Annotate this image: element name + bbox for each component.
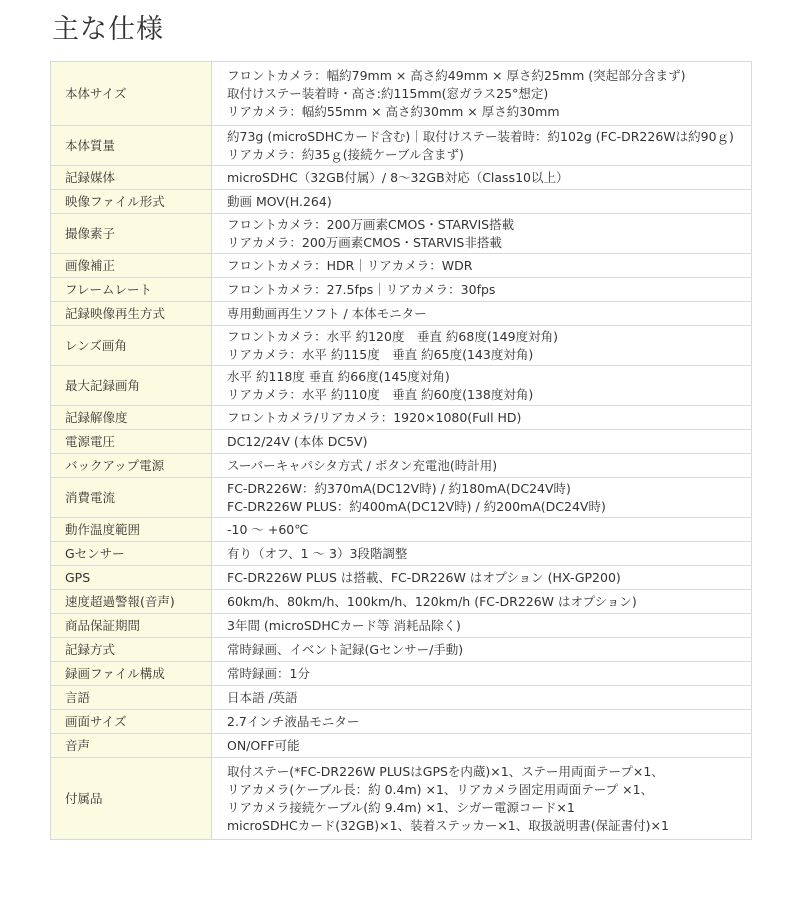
spec-value-line: 動画 MOV(H.264) — [227, 193, 332, 209]
spec-row — [51, 214, 752, 254]
spec-value-line: microSDHC（32GB付属）/ 8～32GB対応（Class10以上） — [227, 169, 569, 185]
spec-value — [212, 302, 752, 326]
spec-row — [51, 590, 752, 614]
spec-row — [51, 430, 752, 454]
spec-value-line: microSDHCカード(32GB)×1、装着ステッカー×1、取扱説明書(保証書付)×1 — [227, 817, 669, 833]
spec-value-line: 3年間 (microSDHCカード等 消耗品除く) — [227, 617, 461, 633]
spec-label: 動作温度範囲 — [51, 518, 212, 542]
spec-value-line: 60km/h、80km/h、100km/h、120km/h (FC-DR226W はオプション) — [227, 593, 637, 609]
spec-table — [50, 61, 752, 840]
spec-value-line: ON/OFF可能 — [227, 737, 300, 753]
spec-row — [51, 190, 752, 214]
spec-value — [212, 166, 752, 190]
spec-label: 記録方式 — [51, 638, 212, 662]
spec-row — [51, 710, 752, 734]
spec-value — [212, 326, 752, 366]
spec-label: レンズ画角 — [51, 326, 212, 366]
spec-label: 録画ファイル構成 — [51, 662, 212, 686]
spec-label: 音声 — [51, 734, 212, 758]
spec-value-line: リアカメラ：水平 約110度 垂直 約60度(138度対角) — [227, 386, 534, 402]
spec-label: 記録解像度 — [51, 406, 212, 430]
spec-row — [51, 454, 752, 478]
spec-value — [212, 406, 752, 430]
spec-value — [212, 278, 752, 302]
spec-value — [212, 638, 752, 662]
spec-value-line: 日本語 /英語 — [227, 689, 298, 705]
spec-value-line: フロントカメラ：200万画素CMOS・STARVIS搭載 — [227, 216, 515, 232]
spec-value-line: リアカメラ(ケーブル長：約 0.4m) ×1、リアカメラ固定用両面テープ ×1、 — [227, 781, 654, 797]
spec-label: 画面サイズ — [51, 710, 212, 734]
spec-value-line: -10 ～ +60℃ — [227, 521, 309, 537]
spec-label: 記録媒体 — [51, 166, 212, 190]
spec-value-line: 有り（オフ、1 ～ 3）3段階調整 — [227, 545, 408, 561]
spec-row — [51, 686, 752, 710]
spec-row — [51, 542, 752, 566]
spec-label: 電源電圧 — [51, 430, 212, 454]
spec-value — [212, 430, 752, 454]
spec-value-line: 取付ステー(*FC-DR226W PLUSはGPSを内蔵)×1、ステー用両面テープ×1、 — [227, 763, 664, 779]
spec-label: 本体質量 — [51, 126, 212, 166]
spec-label: 言語 — [51, 686, 212, 710]
spec-value-line: 約73g (microSDHCカード含む)｜取付けステー装着時：約102g (FC-DR226Wは約90ｇ) — [227, 128, 734, 144]
spec-table-body — [51, 62, 752, 840]
spec-label: 画像補正 — [51, 254, 212, 278]
spec-value-line: フロントカメラ/リアカメラ：1920×1080(Full HD) — [227, 409, 522, 425]
spec-label: バックアップ電源 — [51, 454, 212, 478]
spec-row — [51, 254, 752, 278]
spec-row — [51, 326, 752, 366]
spec-row — [51, 758, 752, 840]
spec-label: 本体サイズ — [51, 62, 212, 126]
spec-row — [51, 278, 752, 302]
spec-value-line: フロントカメラ：HDR｜リアカメラ：WDR — [227, 257, 473, 273]
spec-row — [51, 734, 752, 758]
spec-row — [51, 302, 752, 326]
spec-value — [212, 758, 752, 840]
spec-value-line: FC-DR226W：約370mA(DC12V時) / 約180mA(DC24V時) — [227, 480, 571, 496]
spec-row — [51, 62, 752, 126]
spec-value-line: 2.7インチ液晶モニター — [227, 713, 360, 729]
page-title: 主な仕様 — [52, 14, 164, 45]
spec-label: 映像ファイル形式 — [51, 190, 212, 214]
spec-value — [212, 566, 752, 590]
spec-value-line: フロントカメラ：幅約79mm × 高さ約49mm × 厚さ約25mm (突起部分含まず) — [227, 67, 686, 83]
spec-value-line: 専用動画再生ソフト / 本体モニター — [227, 305, 427, 321]
spec-value — [212, 254, 752, 278]
spec-value — [212, 518, 752, 542]
spec-row — [51, 662, 752, 686]
spec-value-line: 水平 約118度 垂直 約66度(145度対角) — [227, 368, 450, 384]
spec-row — [51, 166, 752, 190]
spec-label: 撮像素子 — [51, 214, 212, 254]
spec-row — [51, 478, 752, 518]
spec-label: 記録映像再生方式 — [51, 302, 212, 326]
spec-value — [212, 542, 752, 566]
spec-value — [212, 662, 752, 686]
spec-label: 速度超過警報(音声) — [51, 590, 212, 614]
spec-row — [51, 518, 752, 542]
spec-value — [212, 478, 752, 518]
spec-value-line: リアカメラ：200万画素CMOS・STARVIS非搭載 — [227, 234, 502, 250]
spec-label: 最大記録画角 — [51, 366, 212, 406]
spec-label: Gセンサー — [51, 542, 212, 566]
spec-value — [212, 366, 752, 406]
spec-value — [212, 454, 752, 478]
spec-value — [212, 126, 752, 166]
spec-value — [212, 214, 752, 254]
spec-row — [51, 566, 752, 590]
spec-value — [212, 590, 752, 614]
spec-label: 商品保証期間 — [51, 614, 212, 638]
spec-value — [212, 710, 752, 734]
spec-value — [212, 734, 752, 758]
spec-value-line: FC-DR226W PLUS は搭載、FC-DR226W はオプション (HX-GP200) — [227, 569, 621, 585]
spec-value-line: スーパーキャパシタ方式 / ボタン充電池(時計用) — [227, 457, 498, 473]
spec-value-line: 常時録画、イベント記録(Gセンサー/手動) — [227, 641, 464, 657]
spec-value — [212, 686, 752, 710]
spec-value-line: リアカメラ：約35ｇ(接続ケーブル含まず) — [227, 146, 464, 162]
spec-row — [51, 126, 752, 166]
spec-label: フレームレート — [51, 278, 212, 302]
spec-value-line: リアカメラ：水平 約115度 垂直 約65度(143度対角) — [227, 346, 534, 362]
spec-value — [212, 614, 752, 638]
spec-value-line: リアカメラ接続ケーブル(約 9.4m) ×1、シガー電源コード×1 — [227, 799, 575, 815]
spec-value-line: 常時録画：1分 — [227, 665, 310, 681]
spec-value — [212, 62, 752, 126]
spec-label: GPS — [51, 566, 212, 590]
spec-value-line: フロントカメラ：水平 約120度 垂直 約68度(149度対角) — [227, 328, 558, 344]
spec-value-line: フロントカメラ：27.5fps｜リアカメラ：30fps — [227, 281, 496, 297]
spec-row — [51, 614, 752, 638]
spec-row — [51, 366, 752, 406]
spec-value-line: FC-DR226W PLUS：約400mA(DC12V時) / 約200mA(DC24V時) — [227, 498, 606, 514]
spec-value-line: 取付けステー装着時・高さ:約115mm(窓ガラス25°想定) — [227, 85, 549, 101]
spec-row — [51, 406, 752, 430]
spec-value — [212, 190, 752, 214]
spec-row — [51, 638, 752, 662]
spec-value-line: DC12/24V (本体 DC5V) — [227, 433, 368, 449]
spec-label: 消費電流 — [51, 478, 212, 518]
spec-label: 付属品 — [51, 758, 212, 840]
spec-value-line: リアカメラ：幅約55mm × 高さ約30mm × 厚さ約30mm — [227, 103, 560, 119]
